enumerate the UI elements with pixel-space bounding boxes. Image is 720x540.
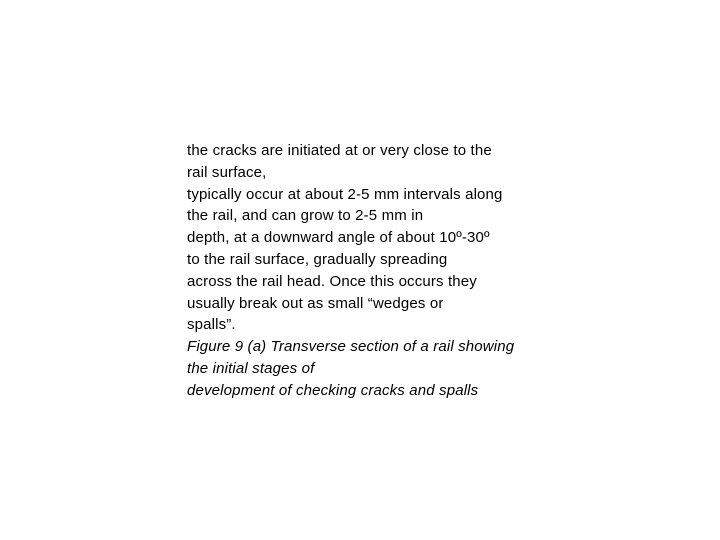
body-text-line: the rail, and can grow to 2-5 mm in — [187, 207, 424, 225]
body-text-line: rail surface, — [187, 163, 267, 181]
body-text-line: usually break out as small “wedges or — [187, 294, 444, 312]
body-text-line: depth, at a downward angle of about 10º-30º — [187, 229, 490, 247]
body-text-line: typically occur at about 2-5 mm intervals along — [187, 185, 503, 203]
body-text-line: spalls”. — [187, 316, 236, 334]
body-text-line: across the rail head. Once this occurs they — [187, 272, 477, 290]
figure-caption-line: Figure 9 (a) Transverse section of a rail showing — [187, 338, 515, 356]
figure-caption-line: the initial stages of — [187, 359, 315, 377]
body-text-line: the cracks are initiated at or very close to the — [187, 142, 492, 159]
body-text-line: to the rail surface, gradually spreading — [187, 250, 448, 268]
figure-caption-line: development of checking cracks and spalls — [187, 381, 479, 399]
text-block — [187, 140, 547, 402]
